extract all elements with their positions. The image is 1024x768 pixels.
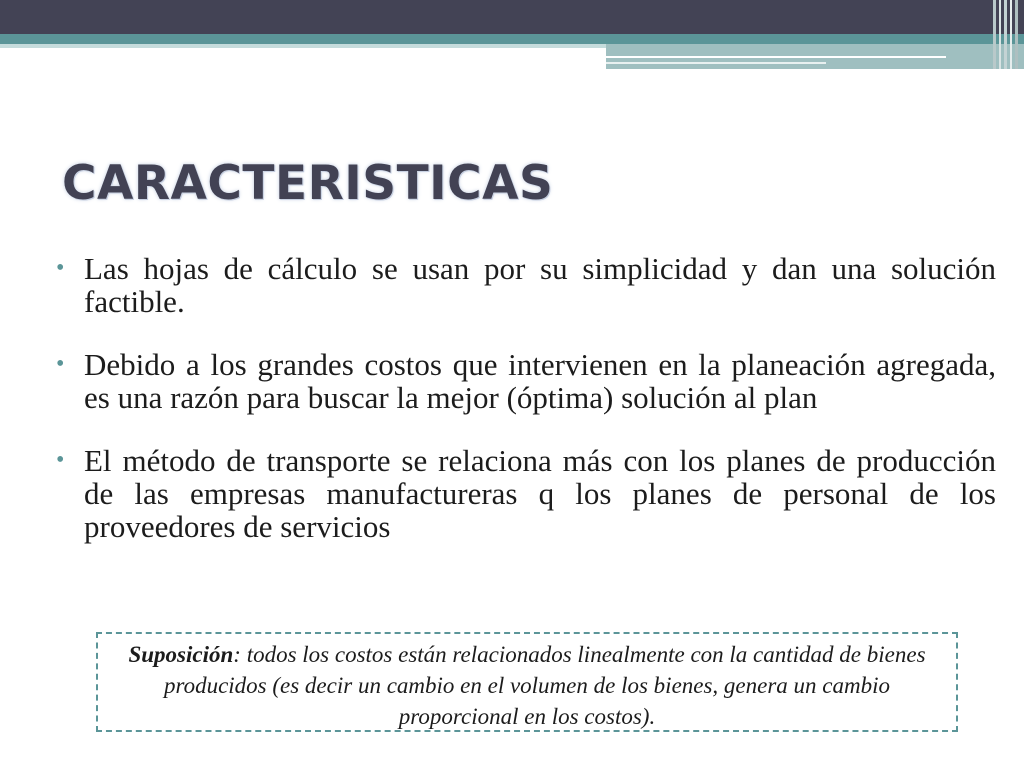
- header-vertical-stripe: [1015, 0, 1018, 69]
- slide-title: CARACTERISTICAS: [62, 156, 554, 211]
- bullet-dot-icon: •: [56, 447, 65, 473]
- bullet-dot-icon: •: [56, 351, 65, 377]
- header-dark-band: [0, 0, 1024, 34]
- assumption-text: : todos los costos están relacionados linealmente con la cantidad de bienes producidos (es decir un cambio en el volumen de los bienes, genera un cambio proporcional en los costos).: [163, 642, 926, 729]
- bullet-dot-icon: •: [56, 255, 65, 281]
- header-light-band: [0, 44, 606, 48]
- bullet-text: El método de transporte se relaciona más con los planes de producción de las empresas manufactureras q los planes de personal de los proveedores de servicios: [84, 443, 996, 544]
- header-vertical-stripe: [999, 0, 1001, 69]
- bullet-text: Las hojas de cálculo se usan por su simplicidad y dan una solución factible.: [84, 251, 996, 319]
- header-teal-band: [0, 34, 1024, 44]
- bullet-item: [56, 444, 996, 543]
- bullet-item: [56, 348, 996, 414]
- header-step-line: [606, 62, 826, 64]
- bullet-list: [56, 252, 996, 573]
- header-vertical-stripe: [1004, 0, 1007, 69]
- bullet-text: Debido a los grandes costos que intervienen en la planeación agregada, es una razón para buscar la mejor (óptima) solución al plan: [84, 347, 996, 415]
- header-vertical-stripe: [993, 0, 996, 69]
- bullet-item: [56, 252, 996, 318]
- assumption-note-box: [96, 632, 958, 732]
- assumption-label: Suposición: [128, 642, 234, 667]
- header-vertical-stripe: [1010, 0, 1012, 69]
- header-step-line: [606, 56, 946, 58]
